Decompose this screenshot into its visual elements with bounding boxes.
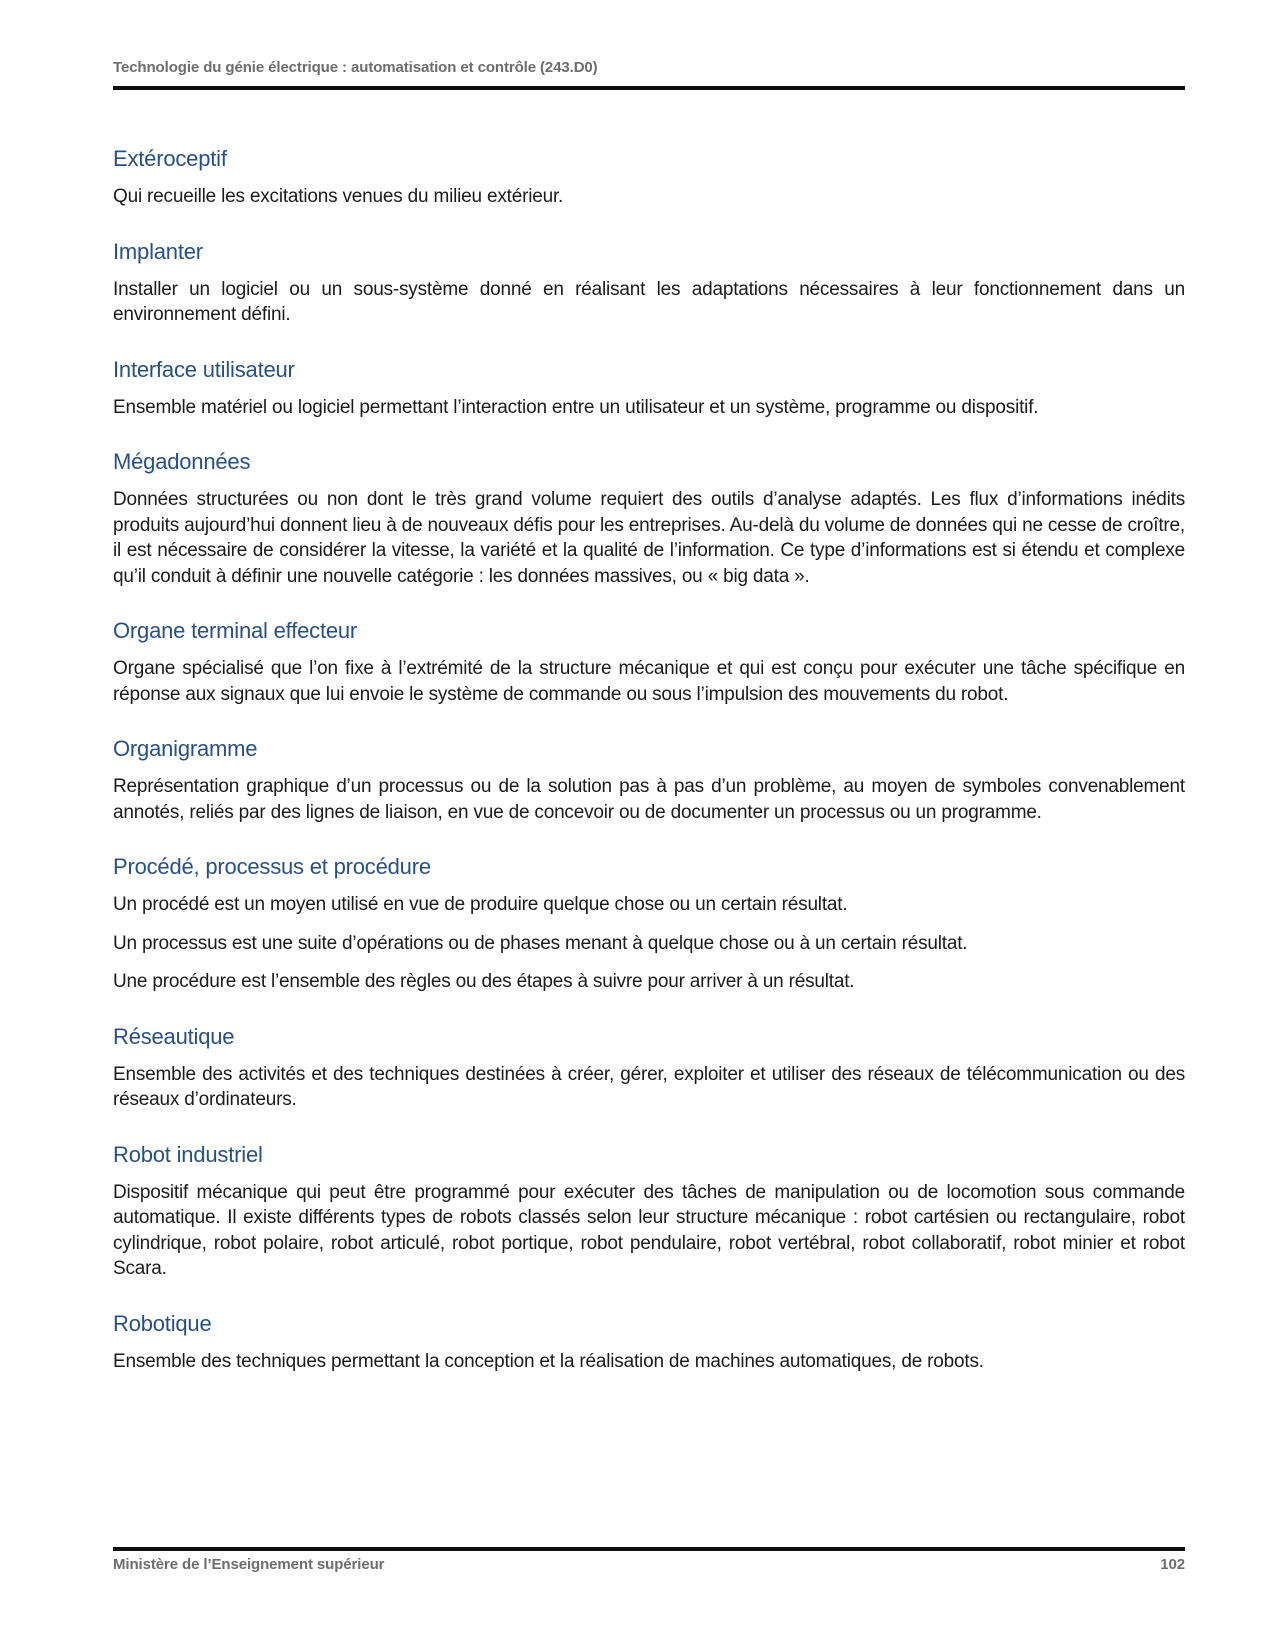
glossary-section [113,1022,1185,1113]
definition-paragraph: Données structurées ou non dont le très grand volume requiert des outils d’analyse adaptés. Les flux d’informations inédits produits aujourd’hui donnent lieu à de nouveaux défis pour les entreprises. Au-delà du volume de données qui ne cesse de croître, il est nécessaire de considérer la vitesse, la variété et la qualité de l’information. Ce type d’informations est si étendu et complexe qu’il conduit à définir une nouvelle catégorie : les données massives, ou « big data ». [113,489,1185,587]
glossary-section [113,237,1185,328]
glossary-content [113,144,1185,1374]
term-heading: Interface utilisateur [113,356,295,382]
glossary-section [113,447,1185,589]
glossary-section [113,144,1185,210]
definition-paragraph: Un procédé est un moyen utilisé en vue de produire quelque chose ou un certain résultat. [113,894,848,915]
term-heading: Mégadonnées [113,449,251,474]
glossary-section [113,734,1185,825]
glossary-section [113,1140,1185,1282]
term-heading: Procédé, processus et procédure [113,854,431,879]
definition-paragraph: Représentation graphique d’un processus ou de la solution pas à pas d’un problème, au moyen de symboles convenablement annotés, reliés par des lignes de liaison, en vue de concevoir ou de documenter un processus ou un programme. [113,776,1185,823]
term-heading: Organigramme [113,736,258,761]
page-number: 102 [1160,1556,1185,1573]
glossary-section [113,1309,1185,1375]
term-heading: Implanter [113,238,203,264]
term-heading: Réseautique [113,1023,235,1049]
definition-paragraph: Un processus est une suite d’opérations ou de phases menant à quelque chose ou à un certain résultat. [113,932,968,954]
running-header-title: Technologie du génie électrique : automatisation et contrôle (243.D0) [113,59,598,76]
definition-paragraph: Ensemble des techniques permettant la conception et la réalisation de machines automatiques, de robots. [113,1350,984,1372]
definition-paragraph: Ensemble des activités et des techniques destinées à créer, gérer, exploiter et utiliser des réseaux de télécommunication ou des réseaux d’ordinateurs. [113,1063,1185,1110]
definition-paragraph: Ensemble matériel ou logiciel permettant l’interaction entre un utilisateur et un système, programme ou dispositif. [113,396,1039,418]
glossary-section [113,852,1185,995]
page-footer [113,1547,1185,1573]
term-heading: Organe terminal effecteur [113,618,358,643]
footer-ministry: Ministère de l’Enseignement supérieur [113,1556,385,1573]
term-heading: Robotique [113,1310,212,1336]
term-heading: Extéroceptif [113,146,227,171]
term-heading: Robot industriel [113,1141,263,1167]
definition-paragraph: Installer un logiciel ou un sous-système donné en réalisant les adaptations nécessaires à leur fonctionnement dans un environnement défini. [113,278,1185,325]
definition-paragraph: Organe spécialisé que l’on fixe à l’extrémité de la structure mécanique et qui est conçu pour exécuter une tâche spécifique en réponse aux signaux que lui envoie le système de commande ou sous l’impulsion des mouvements du robot. [113,658,1185,705]
definition-paragraph: Une procédure est l’ensemble des règles ou des étapes à suivre pour arriver à un résultat. [113,971,855,992]
definition-paragraph: Dispositif mécanique qui peut être programmé pour exécuter des tâches de manipulation ou de locomotion sous commande automatique. Il existe différents types de robots classés selon leur structure mécanique : robot cartésien ou rectangulaire, robot cylindrique, robot polaire, robot articulé, robot portique, robot pendulaire, robot vertébral, robot collaboratif, robot minier et robot Scara. [113,1181,1185,1279]
glossary-section [113,355,1185,421]
header-rule [113,86,1185,90]
glossary-section [113,616,1185,707]
definition-paragraph: Qui recueille les excitations venues du milieu extérieur. [113,186,564,207]
